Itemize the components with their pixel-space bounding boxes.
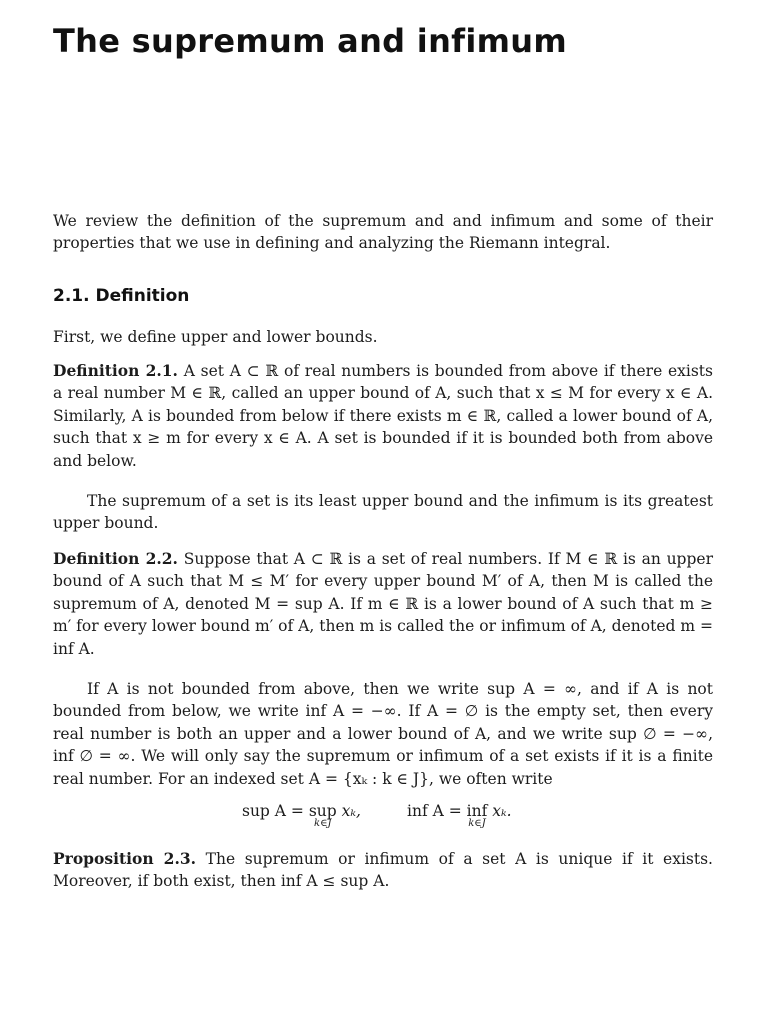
inf-operator [466,802,488,829]
definition-2-2-label: Definition 2.2. [53,549,178,568]
sup-operator-text: sup [308,802,337,820]
sup-inf-formula [0,802,768,842]
intro-paragraph: We review the definition of the supremum and and infimum and some of their properties that we use in defining and analyzing the Riemann integral. [53,212,713,253]
first-line-paragraph: First, we define upper and lower bounds. [53,328,378,346]
definition-2-2-text: Suppose that A ⊂ ℝ is a set of real numbers. If M ∈ ℝ is an upper bound of A such that M ≤ M′ for every upper bound M′ of A, then M is called the supremum of A, denoted M = sup A. If m ∈ ℝ is a lower bound of A such that m ≥ m′ for every lower bound m′ of A, then m is called the or infimum of A, denoted m = inf A. [53,550,713,658]
section-number: 2.1. [53,286,90,306]
inf-variable: xₖ. [492,802,512,820]
sup-variable: xₖ, [341,802,361,820]
definition-2-1 [53,360,713,472]
unbounded-paragraph: If A is not bounded from above, then we write sup A = ∞, and if A is not bounded from below, we write inf A = −∞. If A = ∅ is the empty set, then every real number is both an upper and a lower bound of A, and we write sup ∅ = −∞, inf ∅ = ∞. We will only say the supremum or infimum of a set exists if it is a finite real number. For an indexed set A = {xₖ : k ∈ J}, we often write [53,680,713,788]
inf-formula [407,802,512,829]
definition-2-2 [53,548,713,660]
supremum-paragraph: The supremum of a set is its least upper bound and the infimum is its greatest upper bound. [53,492,713,533]
inf-formula-lhs: inf A = [407,802,467,820]
sup-formula [242,802,361,829]
sup-formula-lhs: sup A = [242,802,309,820]
chapter-title: The supremum and infimum [53,22,568,60]
definition-2-1-text: A set A ⊂ ℝ of real numbers is bounded from above if there exists a real number M ∈ ℝ, called an upper bound of A, such that x ≤ M for every x ∈ A. Similarly, A is bounded from below if there exists m ∈ ℝ, called a lower bound of A, such that x ≥ m for every x ∈ A. A set is bounded if it is bounded both from above and below. [53,362,713,470]
inf-subscript: k∈J [468,818,486,829]
section-name: Definition [95,286,190,306]
sup-subscript: k∈J [314,818,332,829]
proposition-2-3-label: Proposition 2.3. [53,849,197,868]
section-heading [53,286,189,306]
sup-operator [308,802,337,829]
proposition-2-3 [53,848,713,893]
inf-operator-text: inf [466,802,488,820]
proposition-2-3-text: The supremum or infimum of a set A is unique if it exists. Moreover, if both exist, then inf A ≤ sup A. [53,850,713,891]
definition-2-1-label: Definition 2.1. [53,361,178,380]
